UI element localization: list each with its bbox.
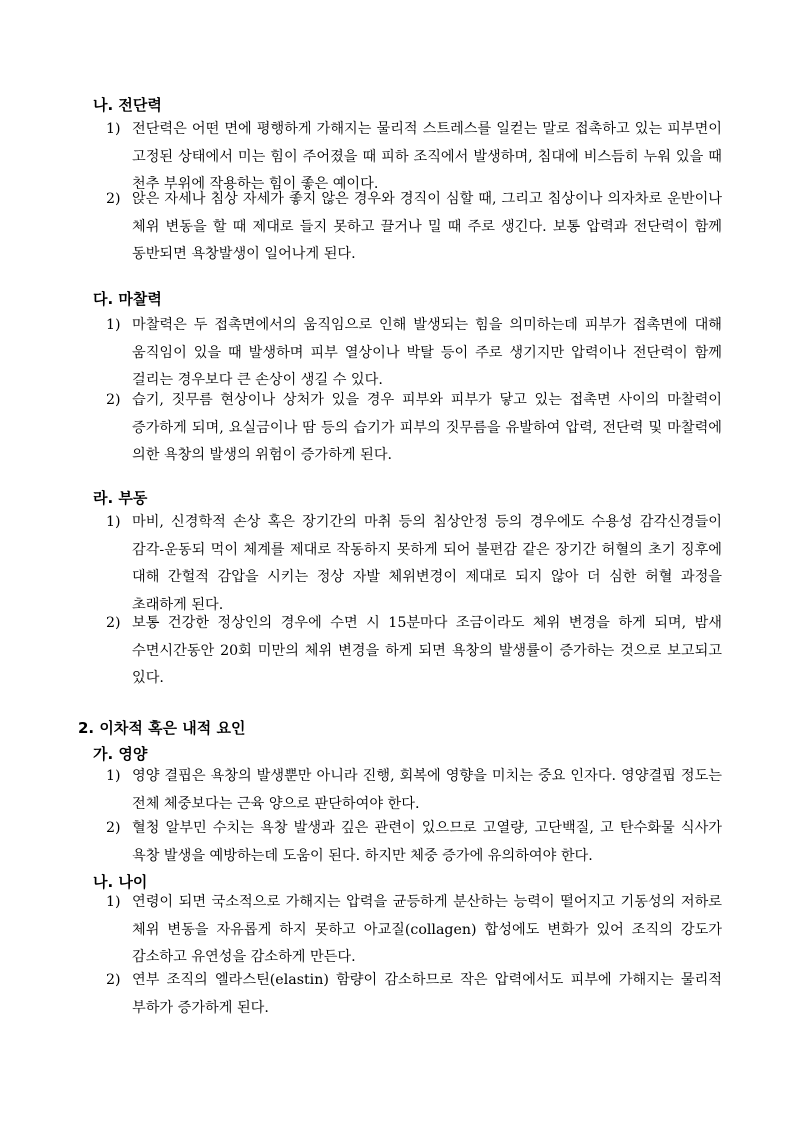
list-item	[106, 610, 722, 693]
item-number: 2)	[106, 191, 121, 207]
section-heading-friction: 다. 마찰력	[93, 290, 162, 308]
chapter-heading-secondary: 2. 이차적 혹은 내적 요인	[78, 719, 246, 737]
section-heading-shear: 나. 전단력	[93, 96, 162, 114]
list-item	[106, 763, 722, 818]
item-number: 1)	[106, 768, 121, 784]
list-item	[106, 509, 722, 619]
item-number: 2)	[106, 972, 121, 988]
item-number: 1)	[106, 317, 121, 333]
list-item	[106, 186, 722, 269]
item-text: 마비, 신경학적 손상 혹은 장기간의 마취 등의 침상안정 등의 경우에도 수용성 감각신경들이 감각-운동되 먹이 체계를 제대로 작동하지 못하게 되어 불편감 같은 장기간 허혈의 초기 징후에 대해 간헐적 감압을 시키는 정상 자발 체위변경이 제대로 되지 않아 더 심한 허혈 과정을 초래하게 된다.	[132, 514, 722, 613]
item-number: 2)	[106, 615, 121, 631]
section-heading-age: 나. 나이	[93, 873, 148, 891]
item-text: 연령이 되면 국소적으로 가해지는 압력을 균등하게 분산하는 능력이 떨어지고 기동성의 저하로 체위 변동을 자유롭게 하지 못하고 아교질(collagen) 합성에도 변화가 있어 조직의 강도가 감소하고 유연성을 감소하게 만든다.	[132, 894, 722, 965]
item-text: 마찰력은 두 접촉면에서의 움직임으로 인해 발생되는 힘을 의미하는데 피부가 접촉면에 대해 움직임이 있을 때 발생하며 피부 열상이나 박탈 등이 주로 생기지만 압력이나 전단력이 함께 걸리는 경우보다 큰 손상이 생길 수 있다.	[132, 317, 722, 388]
item-text: 영양 결핍은 욕창의 발생뿐만 아니라 진행, 회복에 영향을 미치는 중요 인자다. 영양결핍 정도는 전체 체중보다는 근육 양으로 판단하여야 한다.	[132, 768, 722, 812]
section-heading-immobility: 라. 부동	[93, 489, 148, 507]
list-item	[106, 387, 722, 470]
item-number: 1)	[106, 121, 121, 137]
item-text: 보통 건강한 정상인의 경우에 수면 시 15분마다 조금이라도 체위 변경을 하게 되며, 밤새 수면시간동안 20회 미만의 체위 변경을 하게 되면 욕창의 발생률이 증가하는 것으로 보고되고 있다.	[132, 615, 722, 686]
item-text: 연부 조직의 엘라스틴(elastin) 함량이 감소하므로 작은 압력에서도 피부에 가해지는 물리적 부하가 증가하게 된다.	[132, 972, 722, 1016]
list-item	[106, 889, 722, 972]
item-number: 2)	[106, 820, 121, 836]
list-item	[106, 815, 722, 870]
list-item	[106, 967, 722, 1022]
item-number: 1)	[106, 894, 121, 910]
item-text: 전단력은 어떤 면에 평행하게 가해지는 물리적 스트레스를 일컫는 말로 접촉하고 있는 피부면이 고정된 상태에서 미는 힘이 주어졌을 때 피하 조직에서 발생하며, 침대에 비스듬히 누워 있을 때 천추 부위에 작용하는 힘이 좋은 예이다.	[132, 121, 722, 192]
item-text: 습기, 짓무름 현상이나 상처가 있을 경우 피부와 피부가 닿고 있는 접촉면 사이의 마찰력이 증가하게 되며, 요실금이나 땀 등의 습기가 피부의 짓무름을 유발하여 압력, 전단력 및 마찰력에 의한 욕창의 발생의 위험이 증가하게 된다.	[132, 392, 722, 463]
item-number: 1)	[106, 514, 121, 530]
item-number: 2)	[106, 392, 121, 408]
list-item	[106, 312, 722, 395]
section-heading-nutrition: 가. 영양	[93, 745, 148, 763]
item-text: 혈청 알부민 수치는 욕창 발생과 깊은 관련이 있으므로 고열량, 고단백질, 고 탄수화물 식사가 욕창 발생을 예방하는데 도움이 된다. 하지만 체중 증가에 유의하여야 한다.	[132, 820, 722, 864]
item-text: 앉은 자세나 침상 자세가 좋지 않은 경우와 경직이 심할 때, 그리고 침상이나 의자차로 운반이나 체위 변동을 할 때 제대로 들지 못하고 끌거나 밀 때 주로 생긴다. 보통 압력과 전단력이 함께 동반되면 욕창발생이 일어나게 된다.	[132, 191, 722, 262]
